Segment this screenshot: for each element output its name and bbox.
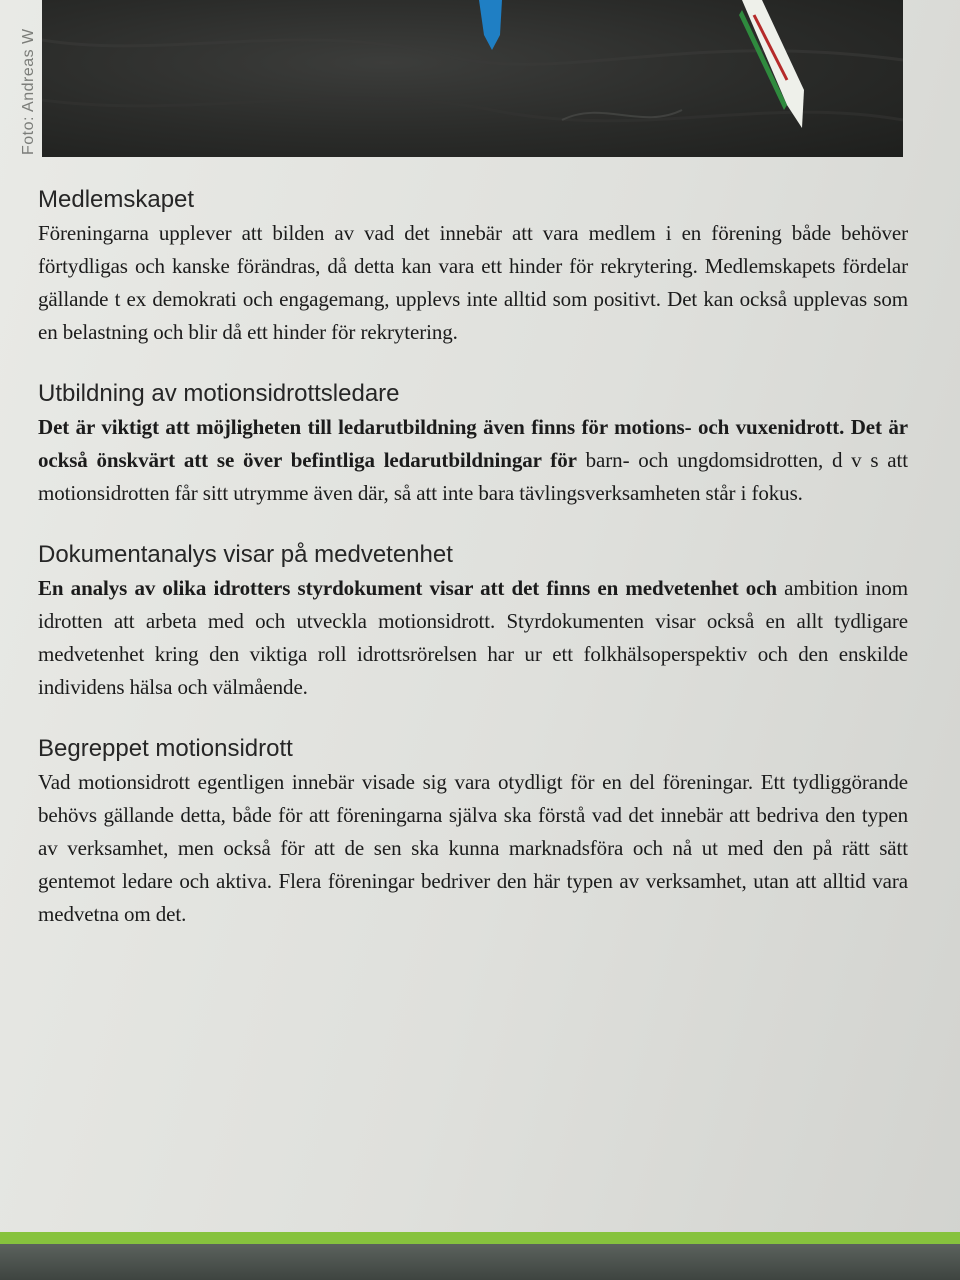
section-heading: Medlemskapet — [38, 186, 195, 213]
section-paragraph — [38, 411, 908, 510]
section-heading: Dokumentanalys visar på medvetenhet — [38, 541, 453, 568]
section-heading: Begreppet motionsidrott — [38, 735, 293, 762]
section-lead: Det är viktigt att möjligheten till ledarutbildning även finns för motions- och vuxenidrott. Det är också önskvärt att se över befintliga ledarutbildningar för — [38, 415, 908, 472]
white-kayak-shape — [742, 0, 804, 128]
green-accent-band — [0, 1232, 960, 1244]
section-text: Vad motionsidrott egentligen innebär visade sig vara otydligt för en del föreningar. Ett tydliggörande behövs gällande detta, både för att föreningarna själva ska förstå vad det innebär att bedriva den typen av verksamhet, men också för att de sen ska kunna marknadsföra och nå ut med den på rätt sätt gentemot ledare och aktiva. Flera föreningar bedriver den här typen av verksamhet, utan att alltid vara medvetna om det. — [38, 770, 908, 926]
section-utbildning — [38, 379, 908, 510]
section-paragraph — [38, 572, 908, 704]
section-paragraph — [38, 766, 908, 931]
page-bottom-shadow — [0, 1244, 960, 1280]
header-photo — [42, 0, 903, 157]
photo-credit: Foto: Andreas W — [20, 28, 37, 155]
section-lead: En analys av olika idrotters styrdokument visar att det finns en medvetenhet och — [38, 576, 777, 600]
section-text: barn- och ungdomsidrotten, d v s att motionsidrotten får sitt utrymme även där, så att inte bara tävlingsverksamheten står i fokus. — [38, 448, 908, 505]
section-begreppet — [38, 734, 908, 931]
section-paragraph — [38, 217, 908, 349]
section-dokumentanalys — [38, 540, 908, 704]
blue-kayak-shape — [479, 0, 502, 50]
article-body — [38, 185, 908, 961]
section-text: ambition inom idrotten att arbeta med och utveckla motionsidrott. Styrdokumenten visar också en allt tydligare medvetenhet kring den viktiga roll idrottsrörelsen har ur ett folkhälsoperspektiv och den enskilde individens hälsa och välmående. — [38, 576, 908, 699]
section-text: Föreningarna upplever att bilden av vad det innebär att vara medlem i en förening både behöver förtydligas och kanske förändras, då detta kan vara ett hinder för rekrytering. Medlemskapets fördelar gällande t ex demokrati och engagemang, upplevs inte alltid som positivt. Det kan också upplevas som en belastning och blir då ett hinder för rekrytering. — [38, 221, 908, 344]
section-medlemskapet — [38, 185, 908, 349]
section-heading: Utbildning av motionsidrottsledare — [38, 380, 400, 407]
kayak-illustration — [42, 0, 903, 157]
